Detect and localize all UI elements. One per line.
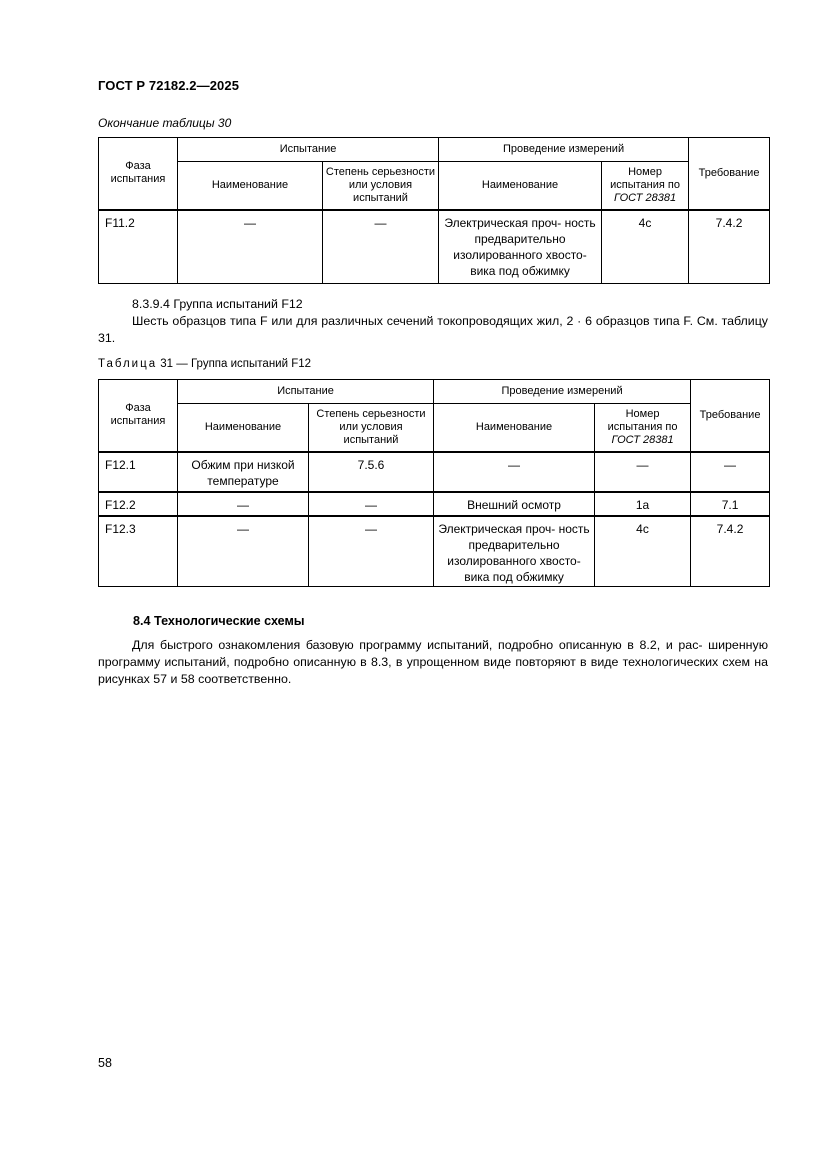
- table-31-caption-rest: 31 — Группа испытаний F12: [157, 358, 312, 370]
- cell-severity: —: [309, 516, 434, 587]
- cell-requirement: —: [691, 452, 770, 492]
- header-measure-name: Наименование: [439, 162, 602, 210]
- header-test-number-line2: испытания по: [607, 420, 678, 433]
- header-test: Испытание: [178, 138, 439, 162]
- header-test: Испытание: [178, 380, 434, 404]
- cell-phase: F12.3: [99, 516, 178, 587]
- document-code: ГОСТ Р 72182.2—2025: [98, 78, 240, 93]
- section-84-text: Для быстрого ознакомления базовую программу испытаний, подробно описанную в 8.2, и рас- ширенную программу испытаний, подробно описанную в 8.3, в упрощенном виде повторяют в виде технологических схем на рисунках 57 и 58 соответственно.: [98, 638, 768, 686]
- header-name: Наименование: [178, 404, 309, 452]
- header-test-number: [595, 404, 691, 452]
- table-row: [99, 210, 770, 284]
- section-8394-text: Шесть образцов типа F или для различных сечений токопроводящих жил, 2 · 6 образцов типа F. См. таблицу 31.: [98, 314, 768, 345]
- cell-requirement: 7.4.2: [691, 516, 770, 587]
- table-row: [99, 516, 770, 587]
- table-31-caption: [98, 358, 311, 370]
- header-phase: Фаза испытания: [99, 380, 178, 452]
- header-test-number-standard: ГОСТ 28381: [611, 433, 674, 446]
- cell-severity: —: [323, 210, 439, 284]
- section-8394-title: 8.3.9.4 Группа испытаний F12: [132, 297, 303, 311]
- cell-test-number: 1a: [595, 492, 691, 516]
- page-number: 58: [98, 1056, 112, 1070]
- header-measure: Проведение измерений: [439, 138, 689, 162]
- header-test-number-line1: Номер: [625, 407, 660, 420]
- table-row: [99, 452, 770, 492]
- cell-severity: —: [309, 492, 434, 516]
- section-84-title: 8.4 Технологические схемы: [133, 614, 305, 628]
- cell-name: —: [178, 210, 323, 284]
- cell-measure-name: Электрическая проч- ность предварительно изолированного хвосто- вика под обжимку: [439, 210, 602, 284]
- header-test-number-line1: Номер: [628, 165, 662, 178]
- header-requirement: Требование: [691, 380, 770, 452]
- cell-severity: 7.5.6: [309, 452, 434, 492]
- cell-name: —: [178, 492, 309, 516]
- cell-name: —: [178, 516, 309, 587]
- cell-measure-name: Электрическая проч- ность предварительно изолированного хвосто- вика под обжимку: [434, 516, 595, 587]
- cell-measure-name: —: [434, 452, 595, 492]
- header-name: Наименование: [178, 162, 323, 210]
- header-measure: Проведение измерений: [434, 380, 691, 404]
- table-31-caption-word: Таблица: [98, 358, 158, 370]
- header-severity: Степень серьезности или условия испытаний: [309, 404, 434, 452]
- cell-measure-name: Внешний осмотр: [434, 492, 595, 516]
- table-continuation-label: Окончание таблицы 30: [98, 116, 232, 130]
- cell-phase: F12.2: [99, 492, 178, 516]
- cell-requirement: 7.4.2: [689, 210, 770, 284]
- cell-requirement: 7.1: [691, 492, 770, 516]
- table-31: [98, 379, 770, 587]
- header-phase: Фаза испытания: [99, 138, 178, 210]
- cell-test-number: 4c: [595, 516, 691, 587]
- cell-test-number: —: [595, 452, 691, 492]
- cell-name: Обжим при низкой температуре: [178, 452, 309, 492]
- cell-phase: F11.2: [99, 210, 178, 284]
- cell-test-number: 4c: [602, 210, 689, 284]
- header-test-number-line2: испытания по: [610, 178, 680, 191]
- header-test-number: [602, 162, 689, 210]
- header-severity: Степень серьезности или условия испытаний: [323, 162, 439, 210]
- header-test-number-standard: ГОСТ 28381: [613, 191, 677, 204]
- table-30: [98, 137, 770, 284]
- header-measure-name: Наименование: [434, 404, 595, 452]
- cell-phase: F12.1: [99, 452, 178, 492]
- header-requirement: Требование: [689, 138, 770, 210]
- section-8394: [98, 296, 768, 347]
- table-row: [99, 492, 770, 516]
